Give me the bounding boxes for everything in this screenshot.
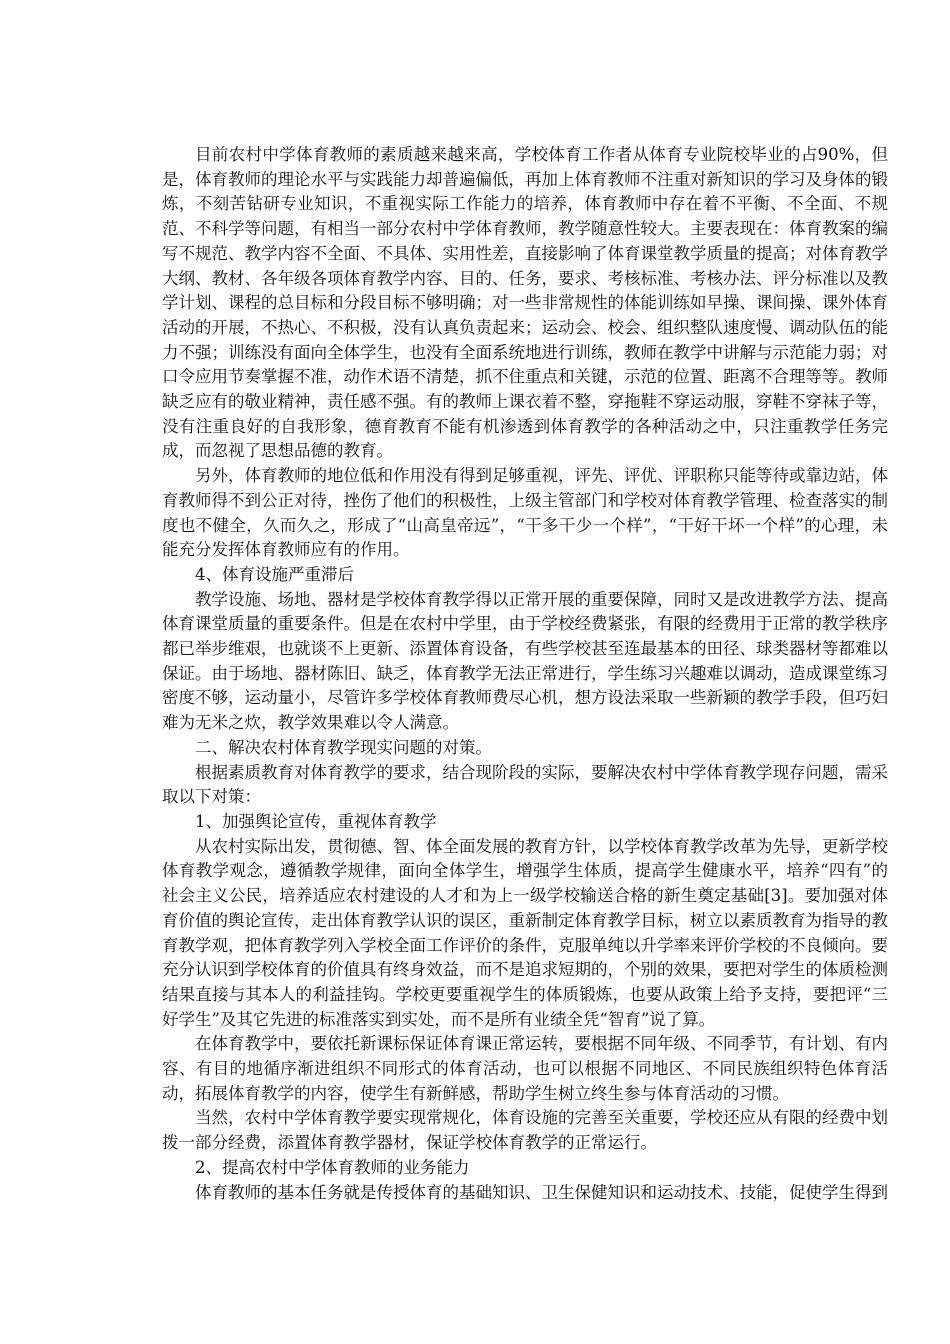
paragraph-facilities: 教学设施、场地、器材是学校体育教学得以正常开展的重要保障，同时又是改进教学方法、提高体育课堂质量的重要条件。但是在农村中学里，由于学校经费紧张，有限的经费用于正常的教学秩序都已举步维艰，也就谈不上更新、添置体育设备，有些学校甚至连最基本的田径、球类器材等都难以保证。由于场地、器材陈旧、缺乏，体育教学无法正常进行，学生练习兴趣难以调动，造成课堂练习密度不够，运动量小，尽管许多学校体育教师费尽心机，想方设法采取一些新颖的教学手段，但巧妇难为无米之炊，教学效果难以令人满意。 [162, 589, 888, 733]
paragraph-curriculum: 在体育教学中，要依托新课标保证体育课正常运转，要根据不同年级、不同季节，有计划、有内容、有目的地循序渐进组织不同形式的体育活动，也可以根据不同地区、不同民族组织特色体育活动，拓展体育教学的内容，使学生有新鲜感，帮助学生树立终生参与体育活动的习惯。 [162, 1034, 888, 1103]
paragraph-countermeasures-intro: 根据素质教育对体育教学的要求，结合现阶段的实际，要解决农村中学体育教学现存问题，需采取以下对策： [162, 762, 888, 807]
paragraph-facility-funding: 当然，农村中学体育教学要实现常规化，体育设施的完善至关重要，学校还应从有限的经费中划拨一部分经费，添置体育教学器材，保证学校体育教学的正常运行。 [162, 1108, 888, 1153]
paragraph-teacher-quality: 目前农村中学体育教师的素质越来越来高，学校体育工作者从体育专业院校毕业的占90%，但是，体育教师的理论水平与实践能力却普遍偏低，再加上体育教师不注重对新知识的学习及身体的锻炼，不刻苦钻研专业知识，不重视实际工作能力的培养，体育教师中存在着不平衡、不全面、不规范、不科学等问题，有相当一部分农村中学体育教师，教学随意性较大。主要表现在：体育教案的编写不规范、教学内容不全面、不具体、实用性差，直接影响了体育课堂教学质量的提高；对体育教学大纲、教材、各年级各项体育教学内容、目的、任务，要求、考核标准、考核办法、评分标准以及教学计划、课程的总目标和分段目标不够明确；对一些非常规性的体能训练如早操、课间操、课外体育活动的开展，不热心、不积极，没有认真负责起来；运动会、校会、组织整队速度慢、调动队伍的能力不强；训练没有面向全体学生，也没有全面系统地进行训练，教师在教学中讲解与示范能力弱；对口令应用节奏掌握不准，动作术语不清楚，抓不住重点和关键，示范的位置、距离不合理等等。教师缺乏应有的敬业精神，责任感不强。有的教师上课衣着不整，穿拖鞋不穿运动服，穿鞋不穿袜子等，没有注重良好的自我形象，德育教育不能有机渗透到体育教学的各种活动之中，只注重教学任务完成，而忽视了思想品德的教育。 [162, 145, 888, 461]
paragraph-teacher-status: 另外，体育教师的地位低和作用没有得到足够重视，评先、评优、评职称只能等待或靠边站，体育教师得不到公正对待，挫伤了他们的积极性，上级主管部门和学校对体育教学管理、检查落实的制度也不健全，久而久之，形成了“山高皇帝远”，“干多干少一个样”，“干好干坏一个样”的心理，未能充分发挥体育教师应有的作用。 [162, 466, 888, 560]
heading-facilities-lagging: 4、体育设施严重滞后 [195, 564, 354, 584]
paragraph-teacher-task: 体育教师的基本任务就是传授体育的基础知识、卫生保健知识和运动技术、技能，促使学生得到 [195, 1182, 888, 1202]
paragraph-publicity: 从农村实际出发，贯彻德、智、体全面发展的教育方针，以学校体育教学改革为先导，更新学校体育教学观念，遵循教学规律，面向全体学生，增强学生体质，提高学生健康水平，培养“四有”的社会主义公民，培养适应农村建设的人才和为上一级学校输送合格的新生奠定基础[3]。要加强对体育价值的舆论宣传，走出体育教学认识的误区，重新制定体育教学目标，树立以素质教育为指导的教育教学观，把体育教学列入学校全面工作评价的条件，克服单纯以升学率来评价学校的不良倾向。要充分认识到学校体育的价值具有终身效益，而不是追求短期的，个别的效果，要把对学生的体质检测结果直接与其本人的利益挂钩。学校更要重视学生的体质锻炼，也要从政策上给予支持，要把评“三好学生”及其它先进的标准落实到实处，而不是所有业绩全凭“智育”说了算。 [162, 836, 888, 1029]
heading-countermeasures: 二、解决农村体育教学现实问题的对策。 [195, 737, 492, 757]
heading-teacher-ability: 2、提高农村中学体育教师的业务能力 [195, 1157, 470, 1177]
document-body [162, 143, 888, 1205]
heading-publicity: 1、加强舆论宣传，重视体育教学 [195, 811, 437, 831]
